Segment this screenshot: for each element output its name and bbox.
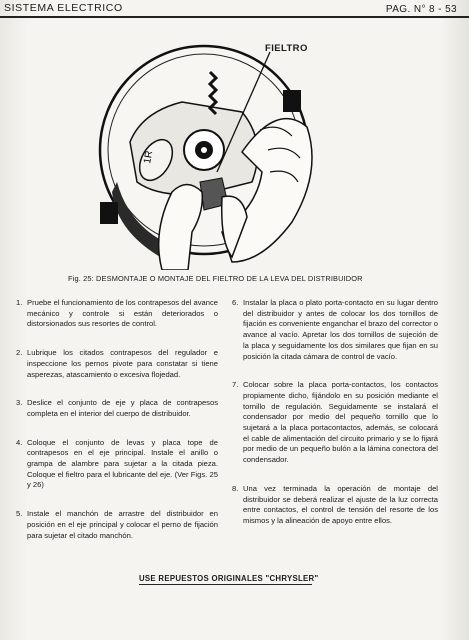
page-number: PAG. N° 8 - 53 bbox=[385, 4, 457, 15]
step-number: 8. bbox=[232, 483, 239, 493]
footer-note: USE REPUESTOS ORIGINALES "CHRYSLER" bbox=[139, 574, 319, 583]
step-6 bbox=[232, 298, 438, 362]
step-number: 4. bbox=[16, 437, 23, 447]
steps-left-column bbox=[16, 298, 218, 559]
step-number: 6. bbox=[232, 298, 239, 307]
footer-underline bbox=[139, 584, 312, 585]
steps-right-column bbox=[232, 298, 438, 545]
section-title: SISTEMA ELECTRICO bbox=[4, 2, 123, 14]
step-number: 5. bbox=[16, 509, 23, 519]
step-text: Lubrique los citados contrapesos del regulador e inspeccione los pernos pivote para constatar si tiene asperezas, atascamiento o excesiva flojedad. bbox=[27, 348, 218, 379]
step-2 bbox=[16, 348, 218, 380]
step-number: 1. bbox=[16, 298, 23, 307]
shaft-center bbox=[201, 147, 207, 153]
step-3 bbox=[16, 398, 218, 419]
header-rule bbox=[0, 16, 469, 18]
step-number: 2. bbox=[16, 348, 23, 358]
housing-clip-left bbox=[100, 202, 118, 224]
step-4 bbox=[16, 438, 218, 492]
step-text: Colocar sobre la placa porta-contactos, los contactos propiamente dicho, fijándolo en su posición mediante el tornillo de regulación. Seguidamente se instalará el condensador por medio del pequeño tornillo que lo sujetará a la placa portacontactos, además, se colocará el cable de alimentación del circuito primario y se lo fijará por medio de un pequeño bulón a la lámina conectora del condensador. bbox=[243, 380, 438, 465]
step-text: Una vez terminada la operación de montaje del distribuidor se deberá realizar el ajuste de la luz correcta entre contactos, el control de tensión del resorte de los mismos y la alineación de apoyo entre ellos. bbox=[243, 483, 438, 525]
step-8 bbox=[232, 484, 438, 527]
figure-caption: Fig. 25: DESMONTAJE O MONTAJE DEL FIELTRO DE LA LEVA DEL DISTRIBUIDOR bbox=[68, 274, 363, 283]
step-5 bbox=[16, 509, 218, 541]
step-text: Pruebe el funcionamiento de los contrapesos del avance mecánico y controle si están deteriorados o distorsionados sus resortes de control. bbox=[27, 298, 218, 329]
badge-1r: 1R bbox=[142, 150, 156, 165]
step-1 bbox=[16, 298, 218, 330]
step-text: Coloque el conjunto de levas y placa tope de contrapesos en el eje principal. Instale el anillo o grampa de alambre para sujetar a la citada pieza. Coloque el fieltro para el lubricante del eje. (Ver Figs. 25 y 26) bbox=[27, 437, 218, 490]
step-text: Instale el manchón de arrastre del distribuidor en posición en el eje principal y colocar el perno de fijación para sujetar el citado manchón. bbox=[27, 509, 218, 540]
step-text: Instalar la placa o plato porta-contacto en su lugar dentro del distribuidor y antes de colocar los dos tornillos de fijación es conveniente enganchar el brazo del corrector o avance al vacío. Apretar los dos tornillos de sujeción de la placa y seguidamente los dos similares que fijan en su posición la citada cámara de control de vacío. bbox=[243, 298, 438, 361]
step-number: 3. bbox=[16, 398, 23, 408]
step-number: 7. bbox=[232, 380, 239, 390]
step-text: Deslice el conjunto de eje y placa de contrapesos completa en el interior del cuerpo de distribuidor. bbox=[27, 398, 218, 418]
distributor-illustration bbox=[92, 32, 326, 270]
housing-clip-right bbox=[283, 90, 301, 112]
felt-label: FIELTRO bbox=[265, 43, 308, 54]
step-7 bbox=[232, 380, 438, 466]
